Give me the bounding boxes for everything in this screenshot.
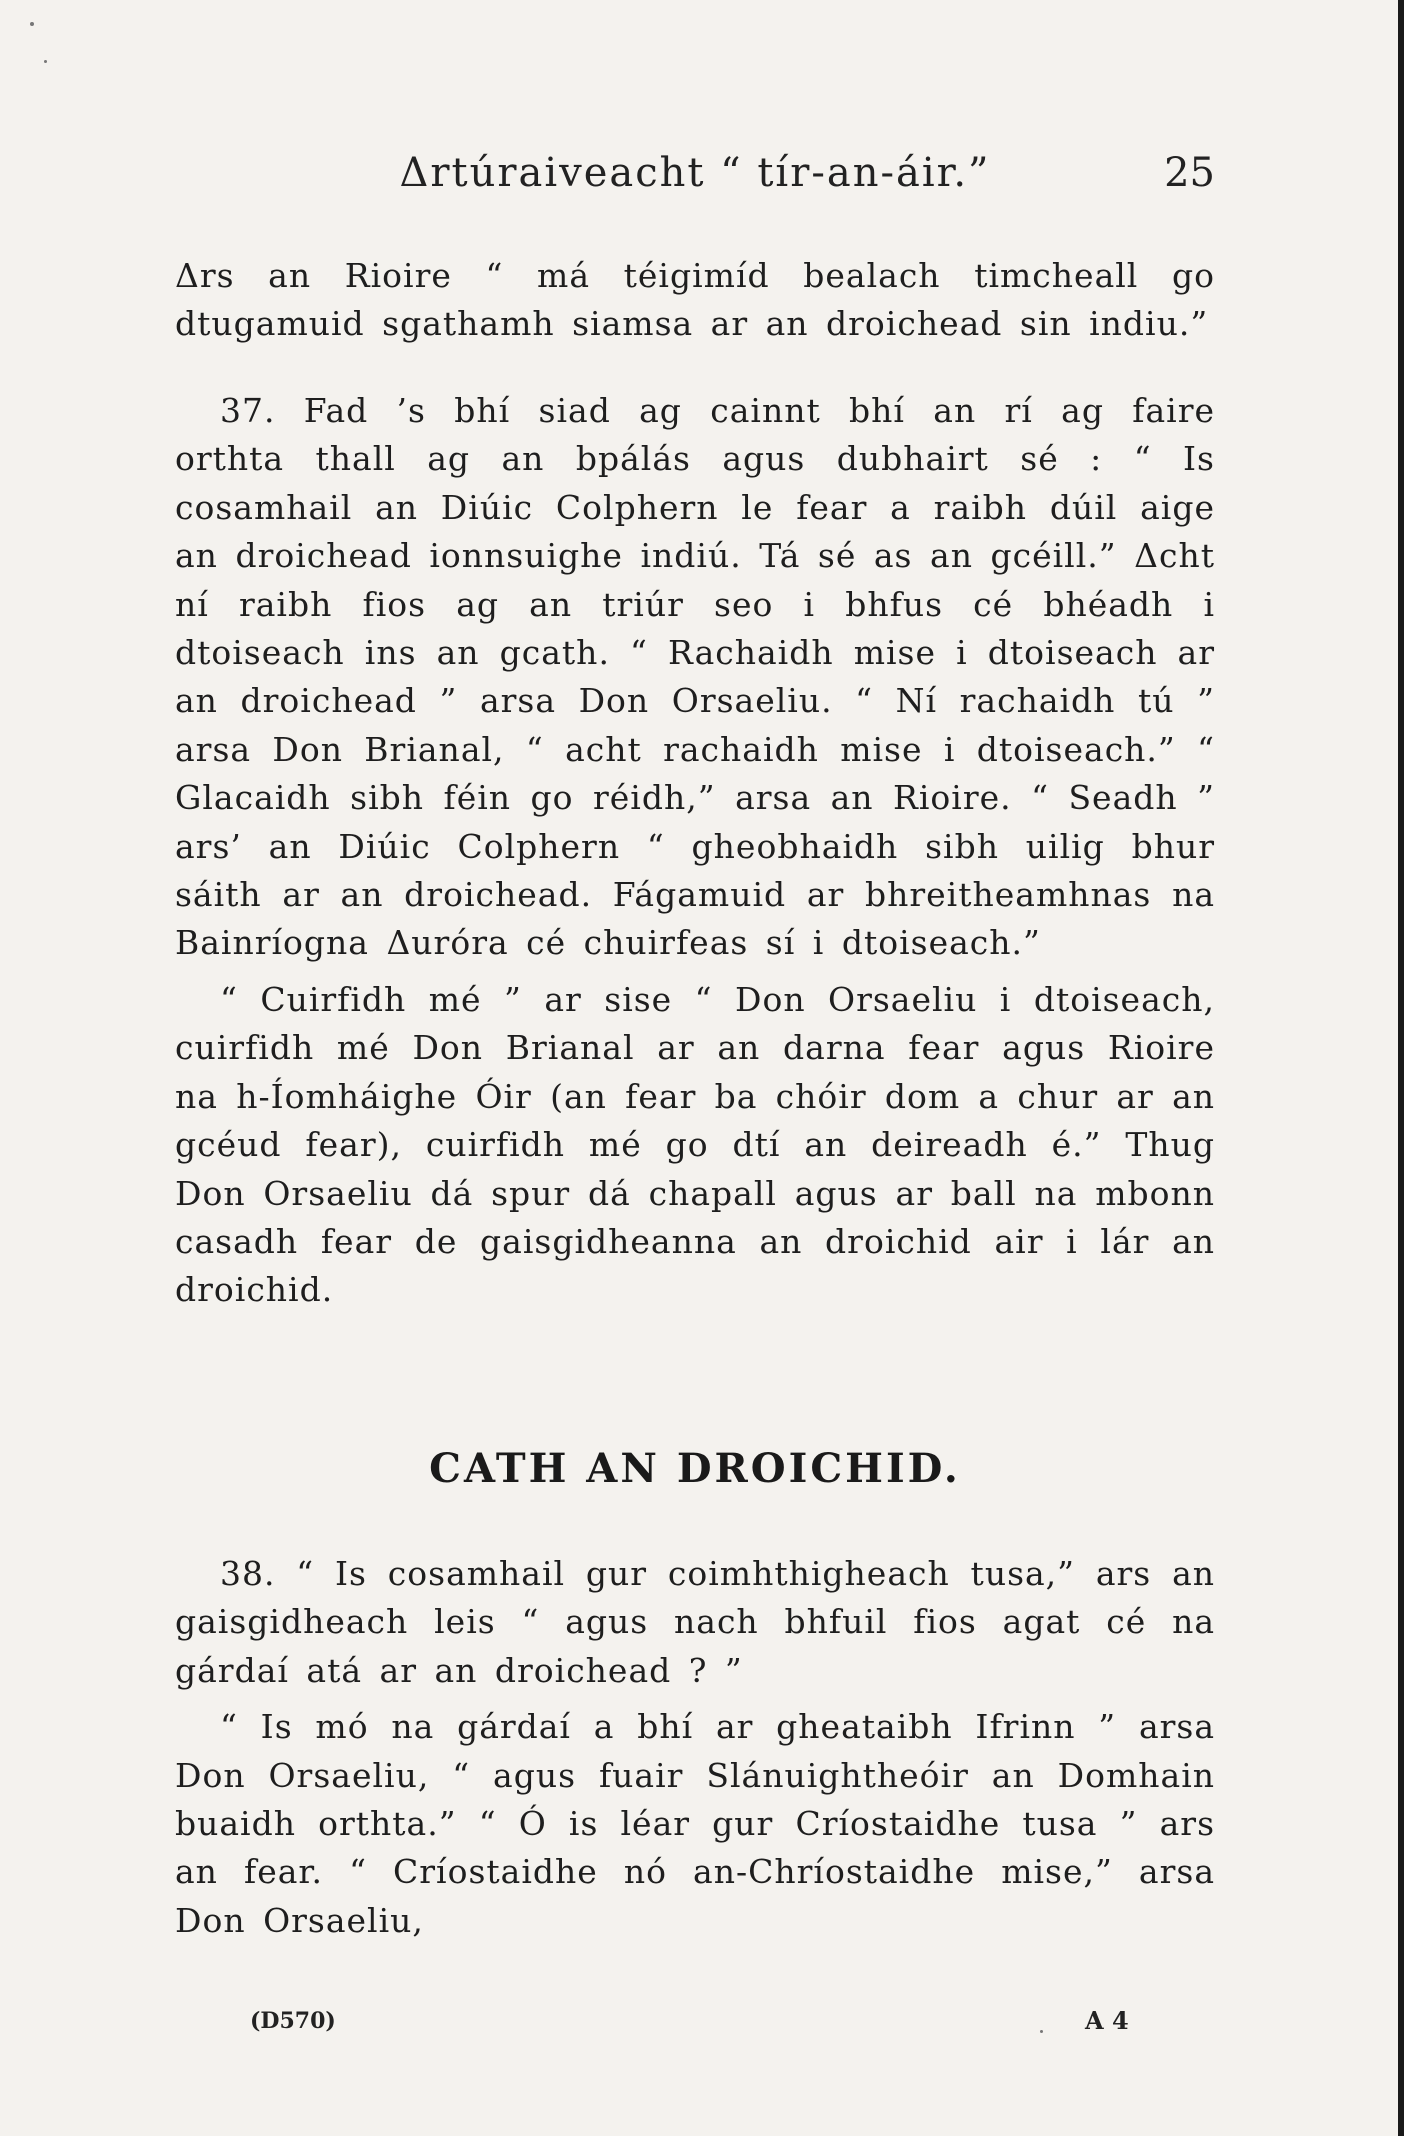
page-number: 25 xyxy=(1164,150,1215,196)
signature-right: A 4 xyxy=(1085,2006,1129,2035)
paragraph-38b: “ Is mó na gárdaí a bhí ar gheataibh Ifrinn ” arsa Don Orsaeliu, “ agus fuair Slánuightheóir an Domhain buaidh orthta.” “ Ó is léar gur Críostaidhe tusa ” ars an fear. “ Críostaidhe nó an-Chríostaidhe mise,” arsa Don Orsaeliu, xyxy=(175,1707,1215,1940)
signature-left: (D570) xyxy=(250,2008,336,2034)
paper-speck xyxy=(44,60,47,63)
text-block-37 xyxy=(175,387,1215,1315)
text-block-top xyxy=(175,252,1215,349)
paper-speck xyxy=(30,22,34,26)
text-block-38 xyxy=(175,1550,1215,1945)
paragraph-37b: “ Cuirfidh mé ” ar sise “ Don Orsaeliu i dtoiseach, cuirfidh mé Don Brianal ar an darna fear agus Rioire na h-Íomháighe Óir (an fear ba chóir dom a chur ar an gcéud fear), cuirfidh mé go dtí an deireadh é.” Thug Don Orsaeliu dá spur dá chapall agus ar ball na mbonn casadh fear de gaisgidheanna an droichid air i lár an droichid. xyxy=(175,979,1215,1310)
paper-speck xyxy=(1040,2030,1043,2033)
page-edge xyxy=(1398,0,1404,2136)
paragraph-38: 38. “ Is cosamhail gur coimhthigheach tusa,” ars an gaisgidheach leis “ agus nach bhfuil fios agat cé na gárdaí atá ar an droichead ? ” xyxy=(175,1554,1215,1690)
running-title: Δrtúraiveacht “ tír-an-áir.” xyxy=(399,150,991,196)
section-heading: CATH AN DROICHID. xyxy=(429,1445,961,1492)
paragraph-continued: Δrs an Rioire “ má téigimíd bealach timcheall go dtugamuid sgathamh siamsa ar an droichead sin indiu.” xyxy=(175,256,1215,344)
paragraph-37: 37. Fad ’s bhí siad ag cainnt bhí an rí ag faire orthta thall ag an bpálás agus dubhairt sé : “ Is cosamhail an Diúic Colphern le fear a raibh dúil aige an droichead ionnsuighe indiú. Tá sé as an gcéill.” Δcht ní raibh fios ag an triúr seo i bhfus cé bhéadh i dtoiseach ins an gcath. “ Rachaidh mise i dtoiseach ar an droichead ” arsa Don Orsaeliu. “ Ní rachaidh tú ” arsa Don Brianal, “ acht rachaidh mise i dtoiseach.” “ Glacaidh sibh féin go réidh,” arsa an Rioire. “ Seadh ” ars’ an Diúic Colphern “ gheobhaidh sibh uilig bhur sáith ar an droichead. Fágamuid ar bhreitheamhnas na Bainríogna Δuróra cé chuirfeas sí i dtoiseach.” xyxy=(175,391,1215,963)
running-head xyxy=(175,150,1215,210)
